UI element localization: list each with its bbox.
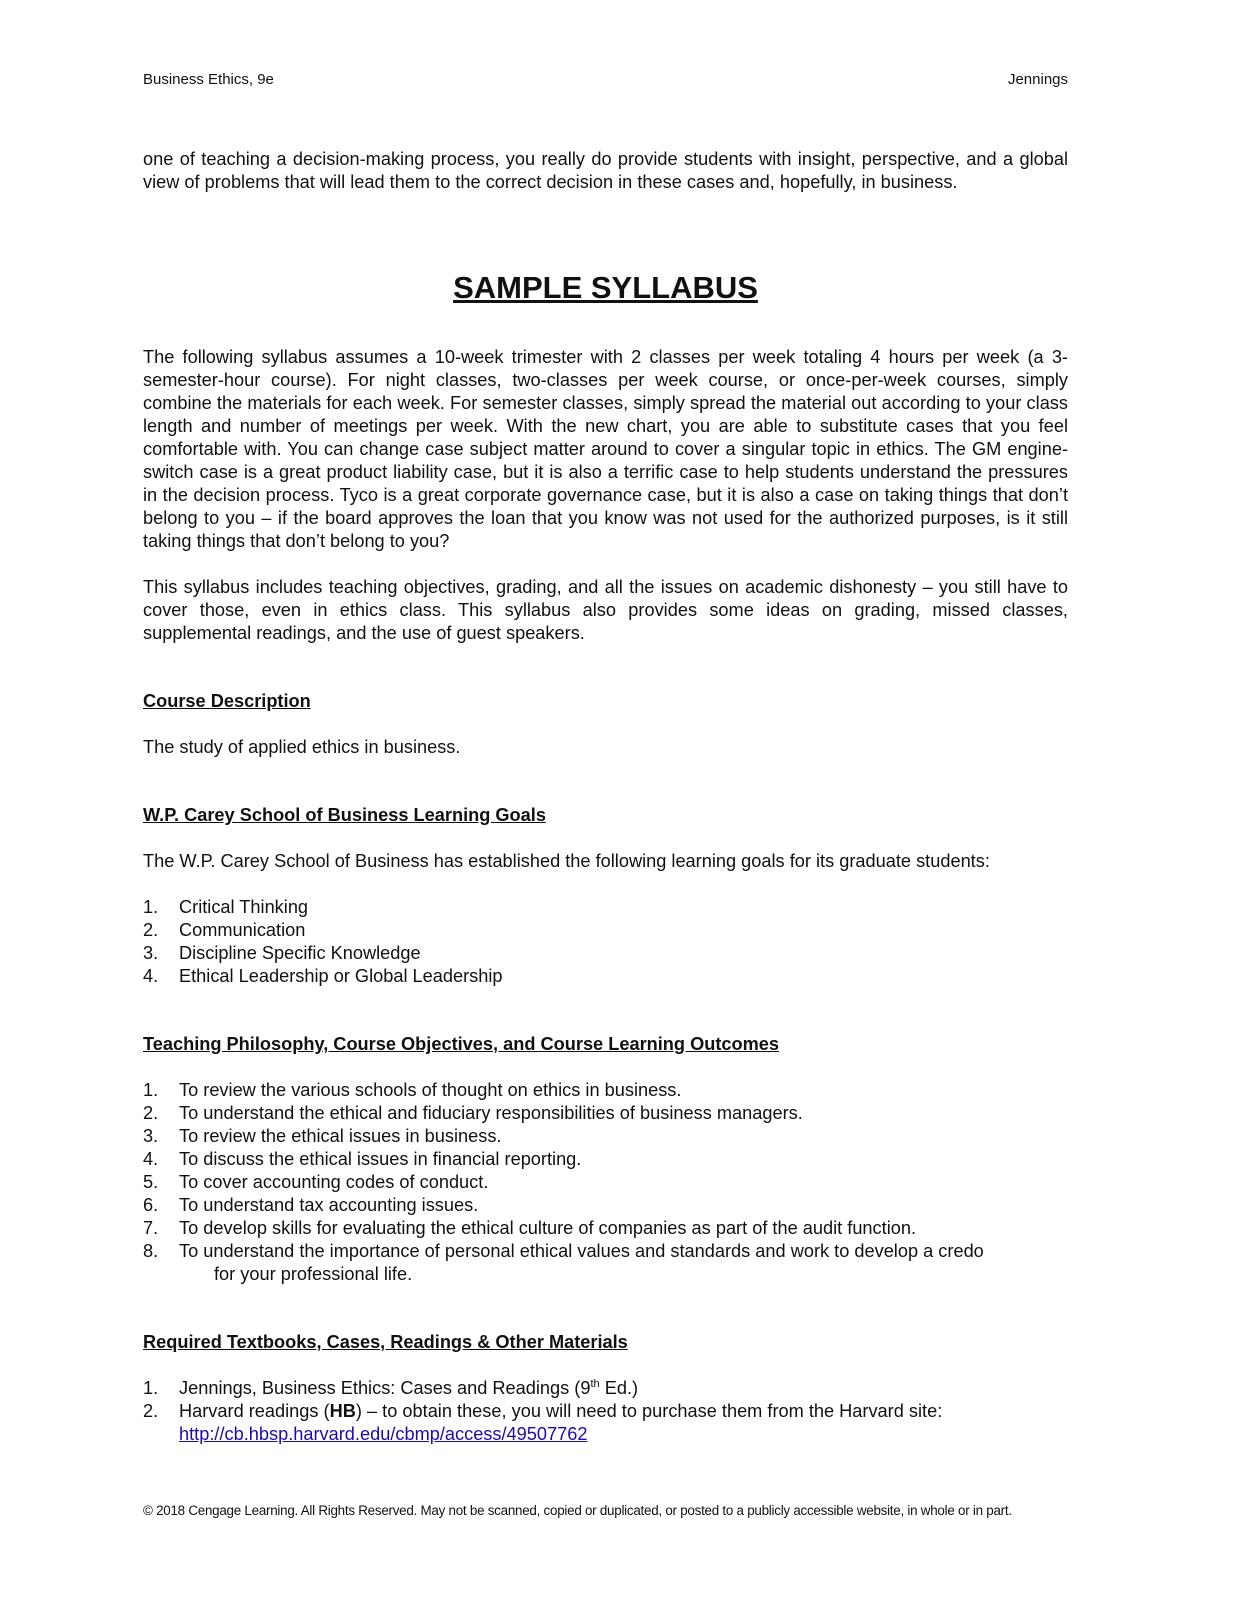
- course-description-heading: Course Description: [143, 691, 311, 711]
- list-item: 3. To review the ethical issues in business.: [143, 1126, 502, 1146]
- list-item: 4. To discuss the ethical issues in financial reporting.: [143, 1149, 582, 1169]
- list-item: 3. Discipline Specific Knowledge: [143, 943, 421, 963]
- list-item: 2. Harvard readings (HB) – to obtain these, you will need to purchase them from the Harvard site: http://cb.hbsp.harvard.edu/cbmp/access/49507762: [143, 1401, 943, 1444]
- learning-goals-list: [143, 896, 1068, 988]
- list-item: 7. To develop skills for evaluating the ethical culture of companies as part of the audit function.: [143, 1218, 917, 1238]
- list-item: 1. Critical Thinking: [143, 897, 309, 917]
- materials-list: [143, 1377, 1068, 1446]
- running-header-author: Jennings: [1007, 71, 1068, 88]
- list-item: 2. To understand the ethical and fiduciary responsibilities of business managers.: [143, 1103, 803, 1123]
- syllabus-paragraph-2: This syllabus includes teaching objectives, grading, and all the issues on academic dishonesty – you still have to cover those, even in ethics class. This syllabus also provides some ideas on grading, missed classes, supplemental readings, and the use of guest speakers.: [143, 577, 1068, 643]
- copyright-footer: © 2018 Cengage Learning. All Rights Reserved. May not be scanned, copied or duplicated, or posted to a publicly accessible website, in whole or in part.: [143, 1503, 1012, 1518]
- materials-heading: Required Textbooks, Cases, Readings & Other Materials: [143, 1332, 628, 1352]
- list-item: 8. To understand the importance of personal ethical values and standards and work to develop a credo for your professional life.: [143, 1241, 984, 1284]
- list-item: 1. Jennings, Business Ethics: Cases and Readings (9th Ed.): [143, 1377, 639, 1398]
- list-item: 5. To cover accounting codes of conduct.: [143, 1172, 489, 1192]
- syllabus-paragraph-1: The following syllabus assumes a 10-week trimester with 2 classes per week totaling 4 hours per week (a 3-semester-hour course). For night classes, two-classes per week course, or once-per-week courses, simply combine the materials for each week. For semester classes, simply spread the material out according to your class length and number of meetings per week. With the new chart, you are able to substitute cases that you feel comfortable with. You can change case subject matter around to cover a singular topic in ethics. The GM engine-switch case is a great product liability case, but it is also a terrific case to help students understand the pressures in the decision process. Tyco is a great corporate governance case, but it is also a case on taking things that don’t belong to you – if the board approves the loan that you know was not used for the authorized purposes, is it still taking things that don’t belong to you?: [143, 347, 1068, 551]
- list-item: 6. To understand tax accounting issues.: [143, 1195, 479, 1215]
- objectives-heading: Teaching Philosophy, Course Objectives, and Course Learning Outcomes: [143, 1034, 780, 1054]
- list-item: 4. Ethical Leadership or Global Leadership: [143, 966, 503, 986]
- intro-paragraph: one of teaching a decision-making process, you really do provide students with insight, perspective, and a global view of problems that will lead them to the correct decision in these cases and, hopefully, in business.: [143, 149, 1068, 192]
- objectives-list: [143, 1079, 1068, 1286]
- list-item: 1. To review the various schools of thought on ethics in business.: [143, 1080, 682, 1100]
- list-item: 2. Communication: [143, 920, 306, 940]
- page-content: [143, 148, 1068, 1446]
- learning-goals-heading: W.P. Carey School of Business Learning Goals: [143, 805, 546, 825]
- page-title: SAMPLE SYLLABUS: [453, 270, 758, 305]
- harvard-readings-link[interactable]: http://cb.hbsp.harvard.edu/cbmp/access/49507762: [179, 1424, 588, 1444]
- learning-goals-intro: The W.P. Carey School of Business has established the following learning goals for its graduate students:: [143, 851, 990, 871]
- course-description-text: The study of applied ethics in business.: [143, 737, 461, 757]
- running-header-title: Business Ethics, 9e: [143, 71, 274, 88]
